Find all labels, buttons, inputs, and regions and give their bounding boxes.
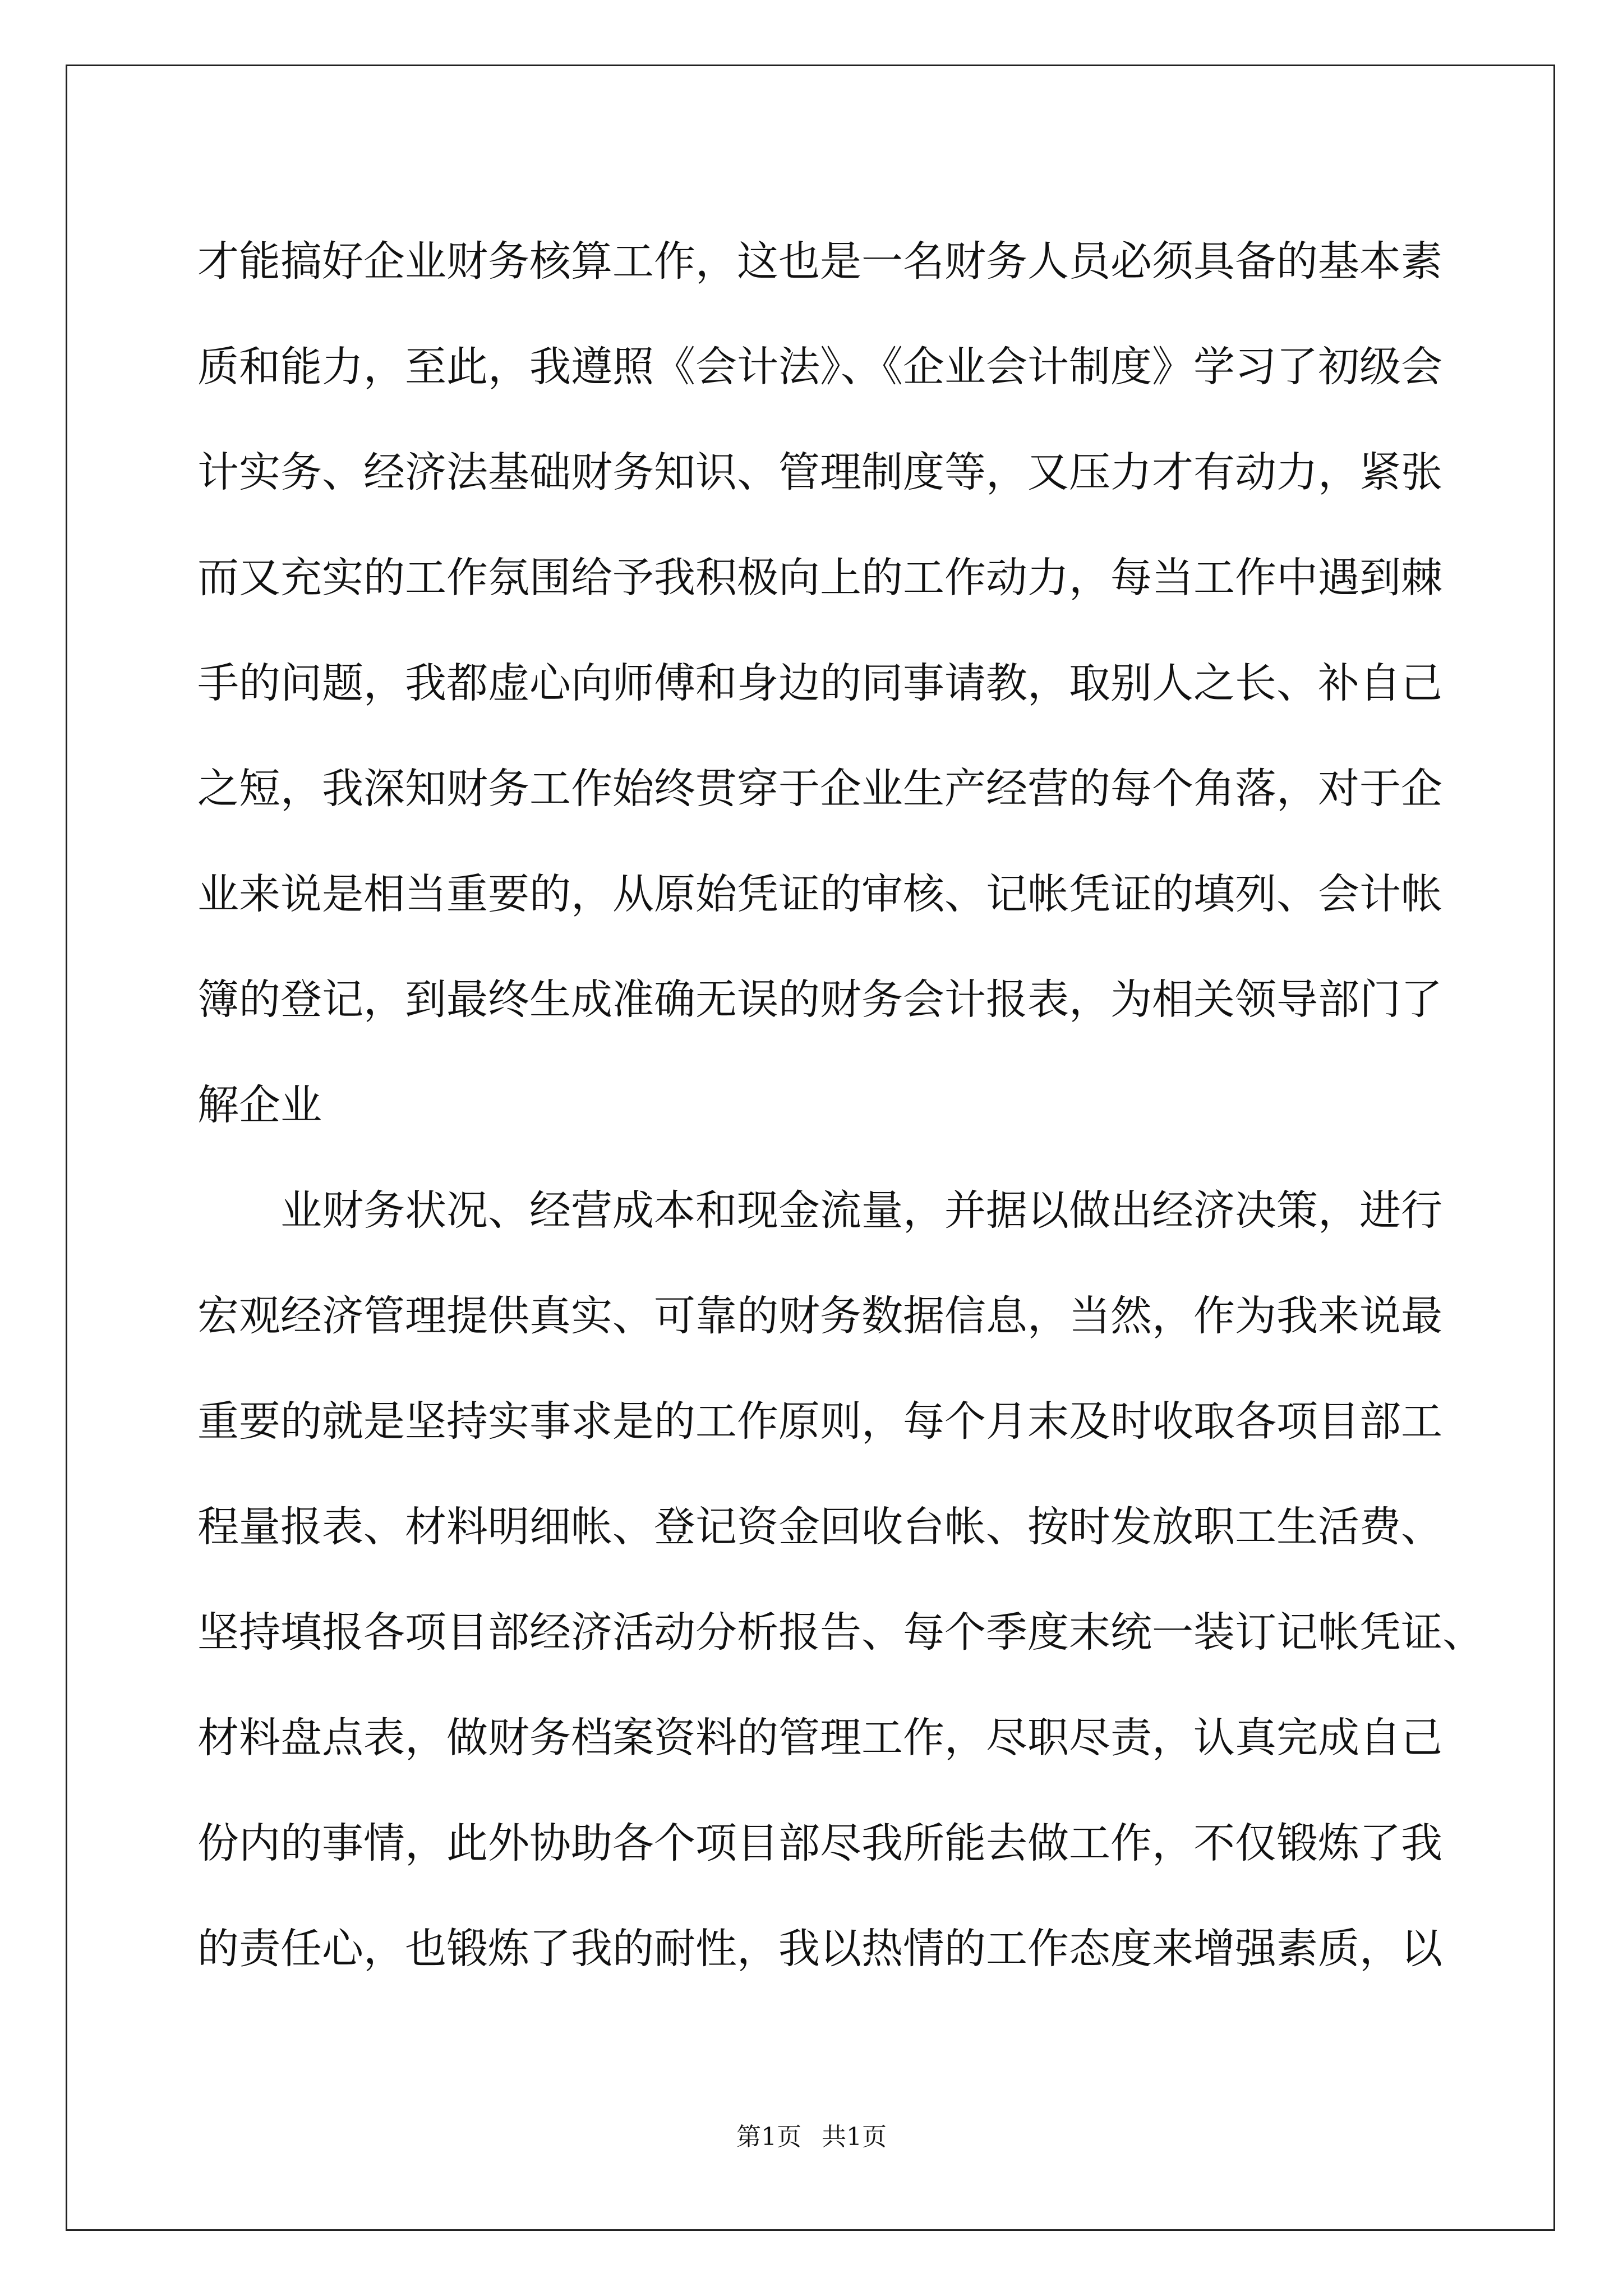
text-line: 计实务、经济法基础财务知识、管理制度等，又压力才有动力，紧张 [197, 448, 1442, 496]
text-line: 材料盘点表，做财务档案资料的管理工作，尽职尽责，认真完成自己 [197, 1714, 1442, 1762]
text-line: 坚持填报各项目部经济活动分析报告、每个季度末统一装订记帐凭证、 [197, 1608, 1484, 1657]
page-number-total: 共1页 [822, 2123, 887, 2151]
text-line-paragraph-start: 业财务状况、经营成本和现金流量，并据以做出经济决策，进行 [280, 1186, 1442, 1235]
page-footer [0, 2120, 1623, 2154]
text-line: 解企业 [197, 1081, 322, 1129]
text-line: 而又充实的工作氛围给予我积极向上的工作动力，每当工作中遇到棘 [197, 554, 1442, 602]
text-line: 才能搞好企业财务核算工作，这也是一名财务人员必须具备的基本素 [197, 237, 1442, 286]
text-line: 程量报表、材料明细帐、登记资金回收台帐、按时发放职工生活费、 [197, 1503, 1442, 1551]
text-line: 宏观经济管理提供真实、可靠的财务数据信息，当然，作为我来说最 [197, 1292, 1442, 1340]
text-line: 业来说是相当重要的，从原始凭证的审核、记帐凭证的填列、会计帐 [197, 870, 1442, 918]
text-line: 质和能力，至此，我遵照《会计法》、《企业会计制度》学习了初级会 [197, 343, 1442, 391]
text-line: 手的问题，我都虚心向师傅和身边的同事请教，取别人之长、补自己 [197, 659, 1442, 707]
document-body [197, 209, 1484, 2001]
text-line: 重要的就是坚持实事求是的工作原则，每个月末及时收取各项目部工 [197, 1397, 1442, 1446]
text-line: 簿的登记，到最终生成准确无误的财务会计报表，为相关领导部门了 [197, 976, 1442, 1024]
page-number-current: 第1页 [736, 2123, 801, 2151]
text-line: 之短，我深知财务工作始终贯穿于企业生产经营的每个角落，对于企 [197, 765, 1442, 813]
text-line: 的责任心，也锻炼了我的耐性，我以热情的工作态度来增强素质，以 [197, 1925, 1442, 1973]
text-line: 份内的事情，此外协助各个项目部尽我所能去做工作，不仅锻炼了我 [197, 1819, 1442, 1867]
